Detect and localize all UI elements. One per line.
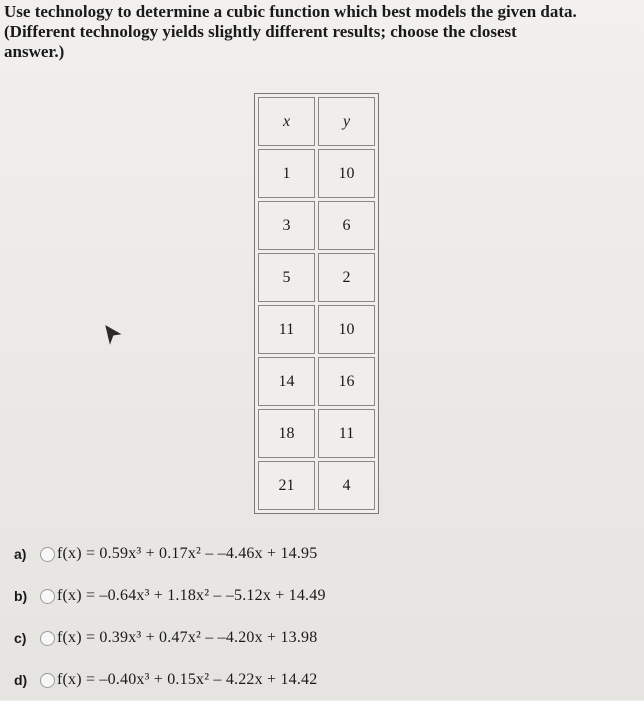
- option-d-letter: d): [14, 672, 28, 688]
- cell-x: 14: [258, 357, 315, 406]
- cell-x: 21: [258, 461, 315, 510]
- option-c[interactable]: [14, 617, 634, 659]
- question-line-3: answer.): [4, 42, 65, 61]
- cell-y: 10: [318, 149, 375, 198]
- option-b-letter: b): [14, 588, 28, 604]
- cell-y: 10: [318, 305, 375, 354]
- data-table: [254, 93, 379, 514]
- table-row: [258, 201, 375, 250]
- option-d-expression: f(x) = –0.40x³ + 0.15x² – 4.22x + 14.42: [57, 671, 318, 688]
- option-a-letter: a): [14, 546, 27, 562]
- table-row: [258, 461, 375, 510]
- option-a[interactable]: [14, 533, 634, 575]
- table-row: [258, 305, 375, 354]
- question-line-1: Use technology to determine a cubic function which best models the given data.: [4, 2, 577, 21]
- cell-x: 5: [258, 253, 315, 302]
- option-a-radio[interactable]: [40, 547, 55, 562]
- option-b[interactable]: [14, 575, 634, 617]
- question-line-2: (Different technology yields slightly different results; choose the closest: [4, 22, 517, 41]
- cell-y: 16: [318, 357, 375, 406]
- header-y: y: [318, 97, 375, 146]
- table-row: [258, 409, 375, 458]
- cell-y: 11: [318, 409, 375, 458]
- table-row: [258, 149, 375, 198]
- option-c-letter: c): [14, 630, 27, 646]
- table-row: [258, 253, 375, 302]
- option-c-radio[interactable]: [40, 631, 55, 646]
- cell-y: 4: [318, 461, 375, 510]
- mouse-cursor-icon: [104, 324, 124, 346]
- cell-x: 18: [258, 409, 315, 458]
- question-text: [4, 2, 634, 62]
- option-d-radio[interactable]: [40, 673, 55, 688]
- cell-x: 1: [258, 149, 315, 198]
- table-row: [258, 357, 375, 406]
- answer-options: [14, 533, 634, 701]
- option-c-expression: f(x) = 0.39x³ + 0.47x² – –4.20x + 13.98: [57, 629, 318, 646]
- option-a-expression: f(x) = 0.59x³ + 0.17x² – –4.46x + 14.95: [57, 545, 318, 562]
- cell-x: 3: [258, 201, 315, 250]
- cell-x: 11: [258, 305, 315, 354]
- option-b-radio[interactable]: [40, 589, 55, 604]
- table-header-row: [258, 97, 375, 146]
- header-x: x: [258, 97, 315, 146]
- cell-y: 2: [318, 253, 375, 302]
- option-b-expression: f(x) = –0.64x³ + 1.18x² – –5.12x + 14.49: [57, 587, 326, 604]
- option-d[interactable]: [14, 659, 634, 701]
- cell-y: 6: [318, 201, 375, 250]
